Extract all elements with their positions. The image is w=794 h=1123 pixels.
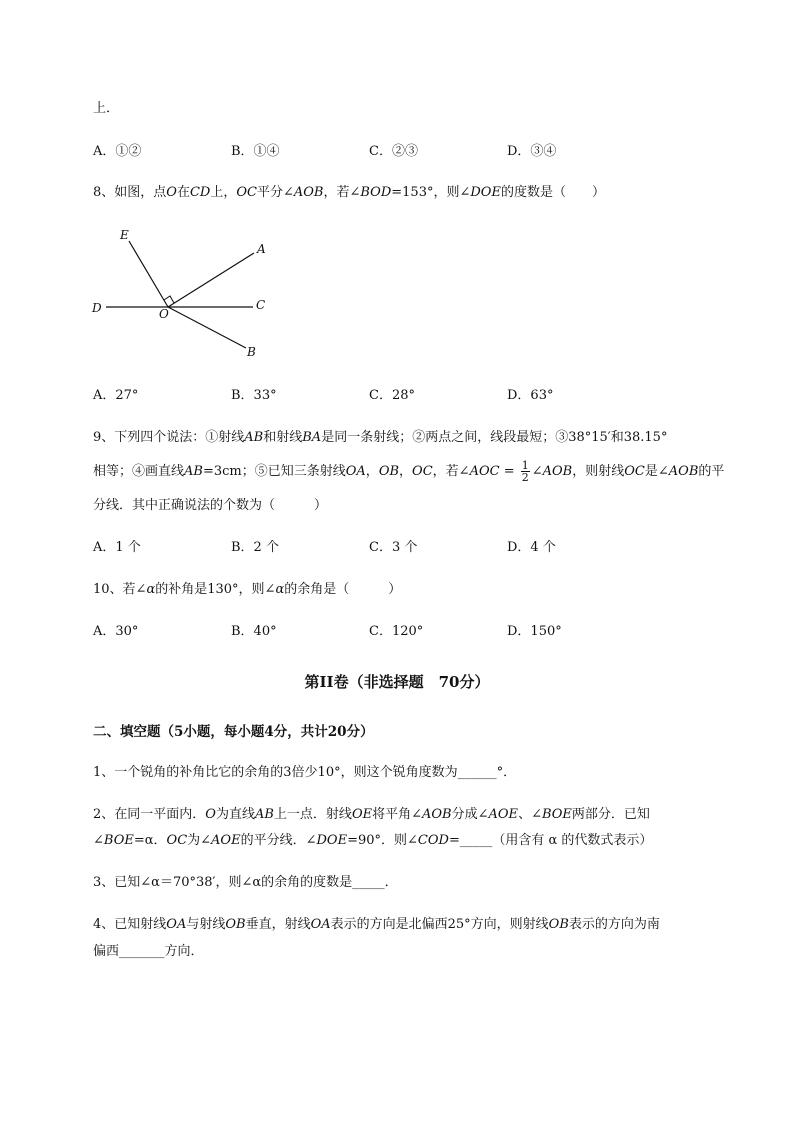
question-10-stem: 10、若∠α的补角是130°，则∠α的余角是（ ） xyxy=(93,582,402,597)
fill-question-1: 1、一个锐角的补角比它的余角的3倍少10°，则这个锐角度数为______°． xyxy=(93,765,517,780)
option-c[interactable]: C．②③ xyxy=(369,144,418,159)
option-a[interactable]: A．1 个 xyxy=(93,540,141,555)
label-d: D xyxy=(92,301,102,315)
label-a: A xyxy=(257,242,266,256)
question-10-options xyxy=(93,623,693,641)
section-title: 第II卷（非选择题 70分） xyxy=(304,673,490,691)
ray-ob xyxy=(168,307,246,348)
option-d[interactable]: D．150° xyxy=(507,624,562,639)
fill-question-4-line-2: 偏西_______方向． xyxy=(93,944,204,959)
option-a[interactable]: A．30° xyxy=(93,624,139,639)
option-b[interactable]: B．①④ xyxy=(231,144,280,159)
ray-oe xyxy=(129,241,168,307)
question-8-stem: 8、如图，点O在CD上，OC平分∠AOB，若∠BOD=153°，则∠DOE的度数是（ ） xyxy=(93,185,605,200)
option-a[interactable]: A．27° xyxy=(93,388,139,403)
question-7-options xyxy=(93,143,693,161)
angle-figure xyxy=(88,222,278,367)
option-d[interactable]: D．63° xyxy=(507,388,554,403)
option-c[interactable]: C．120° xyxy=(369,624,424,639)
question-7-continuation: 上． xyxy=(93,101,120,116)
question-9-line-2: 相等；④画直线AB=3cm；⑤已知三条射线OA，OB，OC，若∠AOC = $\frac{1}{2}$ ∠AOB，则射线OC是∠AOB的平 xyxy=(93,459,725,484)
option-a[interactable]: A．①② xyxy=(93,144,142,159)
label-c: C xyxy=(256,298,266,312)
fill-question-4-line-1: 4、已知射线OA与射线OB垂直，射线OA表示的方向是北偏西25°方向，则射线OB表示的方向为南 xyxy=(93,917,660,932)
question-9-options xyxy=(93,539,693,557)
label-b: B xyxy=(247,345,256,359)
fill-question-3: 3、已知∠α＝70°38′，则∠α的余角的度数是_____． xyxy=(93,875,398,890)
question-9-line-1: 9、下列四个说法：①射线AB和射线BA是同一条射线；②两点之间，线段最短；③38°15′和38.15° xyxy=(93,430,668,445)
fill-question-2-line-2: ∠BOE=α．OC为∠AOE的平分线．∠DOE=90°．则∠COD=_____（用含有 α 的代数式表示） xyxy=(93,833,653,848)
option-d[interactable]: D．③④ xyxy=(507,144,557,159)
ray-oa xyxy=(168,253,254,307)
label-e: E xyxy=(120,228,129,242)
fraction-one-half: $\frac{1}{2}$ xyxy=(521,459,529,484)
option-b[interactable]: B．2 个 xyxy=(231,540,279,555)
option-b[interactable]: B．33° xyxy=(231,388,277,403)
option-b[interactable]: B．40° xyxy=(231,624,277,639)
option-c[interactable]: C．28° xyxy=(369,388,415,403)
option-d[interactable]: D．4 个 xyxy=(507,540,556,555)
fill-question-2-line-1: 2、在同一平面内．O为直线AB上一点．射线OE将平角∠AOB分成∠AOE、∠BOE两部分．已知 xyxy=(93,807,650,822)
label-o: O xyxy=(159,307,169,321)
part-title: 二、填空题（5小题，每小题4分，共计20分） xyxy=(93,724,374,740)
question-9-line-3: 分线．其中正确说法的个数为（ ） xyxy=(93,498,328,513)
option-c[interactable]: C．3 个 xyxy=(369,540,418,555)
question-8-options xyxy=(93,387,693,405)
